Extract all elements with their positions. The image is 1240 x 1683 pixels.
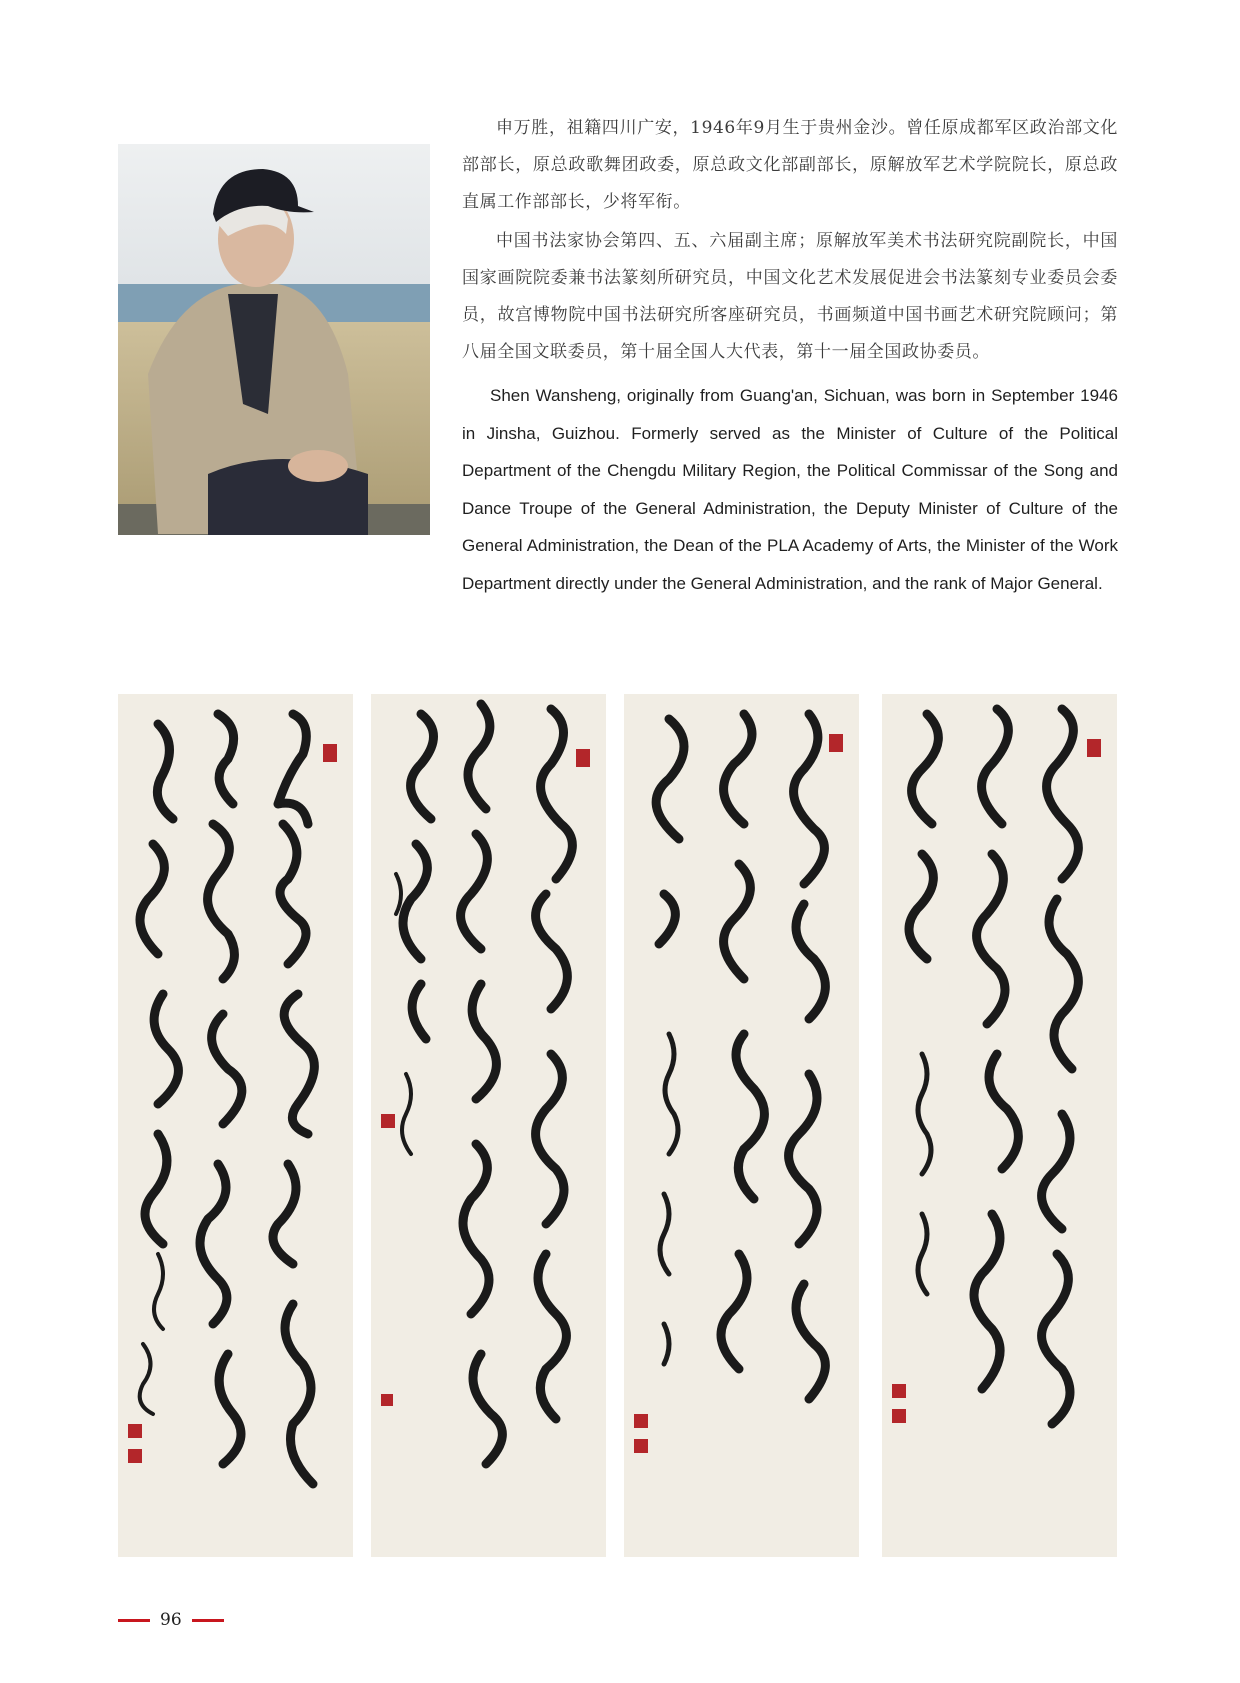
calligraphy-scroll-3 [624, 694, 859, 1557]
footer-rule-right [192, 1619, 224, 1622]
page-footer [118, 1608, 224, 1632]
footer-rule-left [118, 1619, 150, 1622]
calligraphy-scroll-icon [118, 694, 353, 1557]
chinese-titles-paragraph: 中国书法家协会第四、五、六届副主席；原解放军美术书法研究院副院长，中国国家画院院委兼书法篆刻所研究员，中国文化艺术发展促进会书法篆刻专业委员会委员，故宫博物院中国书法研究所客座研究员，书画频道中国书画艺术研究院顾问；第八届全国文联委员，第十届全国人大代表，第十一届全国政协委员。 [462, 231, 1118, 362]
bio-text-block [462, 110, 1118, 602]
english-bio-paragraph: Shen Wansheng, originally from Guang'an, Sichuan, was born in September 1946 in Jinsha, Guizhou. Formerly served as the Minister of Culture of the Political Department of the Chengdu Military Region, the Political Commissar of the Song and Dance Troupe of the General Administration, the Deputy Minister of Culture of the General Administration, the Dean of the PLA Academy of Arts, the Minister of the Work Department directly under the General Administration, and the rank of Major General. [462, 386, 1118, 593]
portrait-photo [118, 144, 430, 535]
calligraphy-scroll-2 [371, 694, 606, 1557]
chinese-bio-paragraph: 申万胜，祖籍四川广安，1946年9月生于贵州金沙。曾任原成都军区政治部文化部部长，原总政歌舞团政委，原总政文化部副部长，原解放军艺术学院院长，原总政直属工作部部长，少将军衔。 [462, 118, 1118, 212]
calligraphy-scroll-4 [882, 694, 1117, 1557]
calligraphy-scroll-icon [882, 694, 1117, 1557]
calligraphy-scroll-1 [118, 694, 353, 1557]
calligraphy-scroll-icon [624, 694, 859, 1557]
calligraphy-scroll-icon [371, 694, 606, 1557]
page-number: 96 [160, 1610, 182, 1630]
